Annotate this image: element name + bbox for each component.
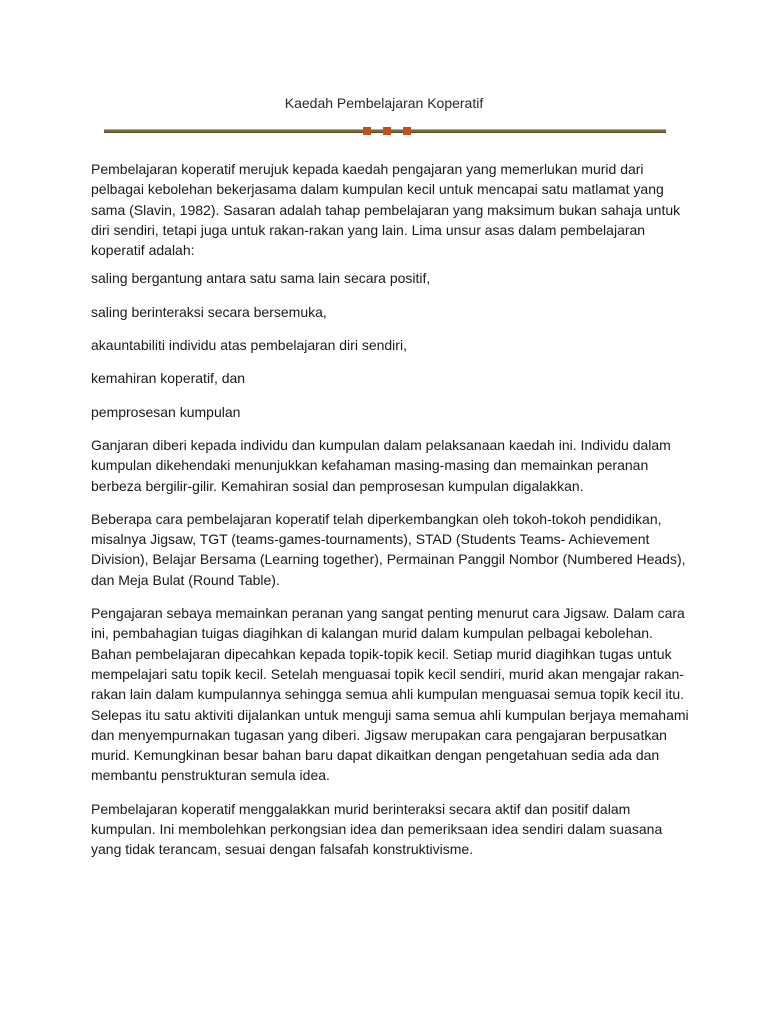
divider-dot-right <box>403 127 411 135</box>
list-item: saling berinteraksi secara bersemuka, <box>91 303 327 320</box>
document-title: Kaedah Pembelajaran Koperatif <box>284 95 484 111</box>
list-item: saling bergantung antara satu sama lain secara positif, <box>91 270 431 287</box>
list-item: kemahiran koperatif, dan <box>91 370 246 387</box>
intro-paragraph: Pembelajaran koperatif merujuk kepada kaedah pengajaran yang memerlukan murid dari pelbagai kebolehan bekerjasama dalam kumpulan kecil untuk mencapai satu matlamat yang sama (Slavin, 1982). Sasaran adalah tahap pembelajaran yang maksimum bukan sahaja untuk diri sendiri, tetapi juga untuk rakan-rakan yang lain. Lima unsur asas dalam pembelajaran koperatif adalah: <box>91 161 681 259</box>
body-paragraph: Beberapa cara pembelajaran koperatif telah diperkembangkan oleh tokoh-tokoh pendidikan, misalnya Jigsaw, TGT (teams-games-tournaments), STAD (Students Teams- Achievement Division), Belajar Bersama (Learning together), Permainan Panggil Nombor (Numbered Heads), dan Meja Bulat (Round Table). <box>91 510 686 588</box>
list-item: pemprosesan kumpulan <box>91 403 241 420</box>
title-divider <box>104 127 666 135</box>
list-item: akauntabiliti individu atas pembelajaran diri sendiri, <box>91 337 407 354</box>
divider-dot-left <box>363 127 371 135</box>
body-paragraph: Ganjaran diberi kepada individu dan kumpulan dalam pelaksanaan kaedah ini. Individu dalam kumpulan dikehendaki menunjukkan kefahaman masing-masing dan memainkan peranan berbeza bergilir-gilir. Kemahiran sosial dan pemprosesan kumpulan digalakkan. <box>91 436 671 494</box>
body-paragraph: Pengajaran sebaya memainkan peranan yang sangat penting menurut cara Jigsaw. Dalam cara ini, pembahagian tuigas diagihkan di kalangan murid dalam kumpulan pelbagai kebolehan. Bahan pembelajaran dipecahkan kepada topik-topik kecil. Setiap murid diagihkan tugas untuk mempelajari satu topik kecil. Setelah menguasai topik kecil sendiri, murid akan mengajar rakan-rakan lain dalam kumpulannya sehingga semua ahli kumpulan menguasai semua topik kecil itu. Selepas itu satu aktiviti dijalankan untuk menguji sama semua ahli kumpulan berjaya memahami dan menyempurnakan tugasan yang diberi. Jigsaw merupakan cara pengajaran berpusatkan murid. Kemungkinan besar bahan baru dapat dikaitkan dengan pengetahuan sedia ada dan membantu penstrukturan semula idea. <box>91 605 689 784</box>
document-body <box>91 159 691 873</box>
divider-dot-center <box>383 127 391 135</box>
body-paragraph: Pembelajaran koperatif menggalakkan murid berinteraksi secara aktif dan positif dalam kumpulan. Ini membolehkan perkongsian idea dan pemeriksaan idea sendiri dalam suasana yang tidak terancam, sesuai dengan falsafah konstruktivisme. <box>91 800 663 858</box>
